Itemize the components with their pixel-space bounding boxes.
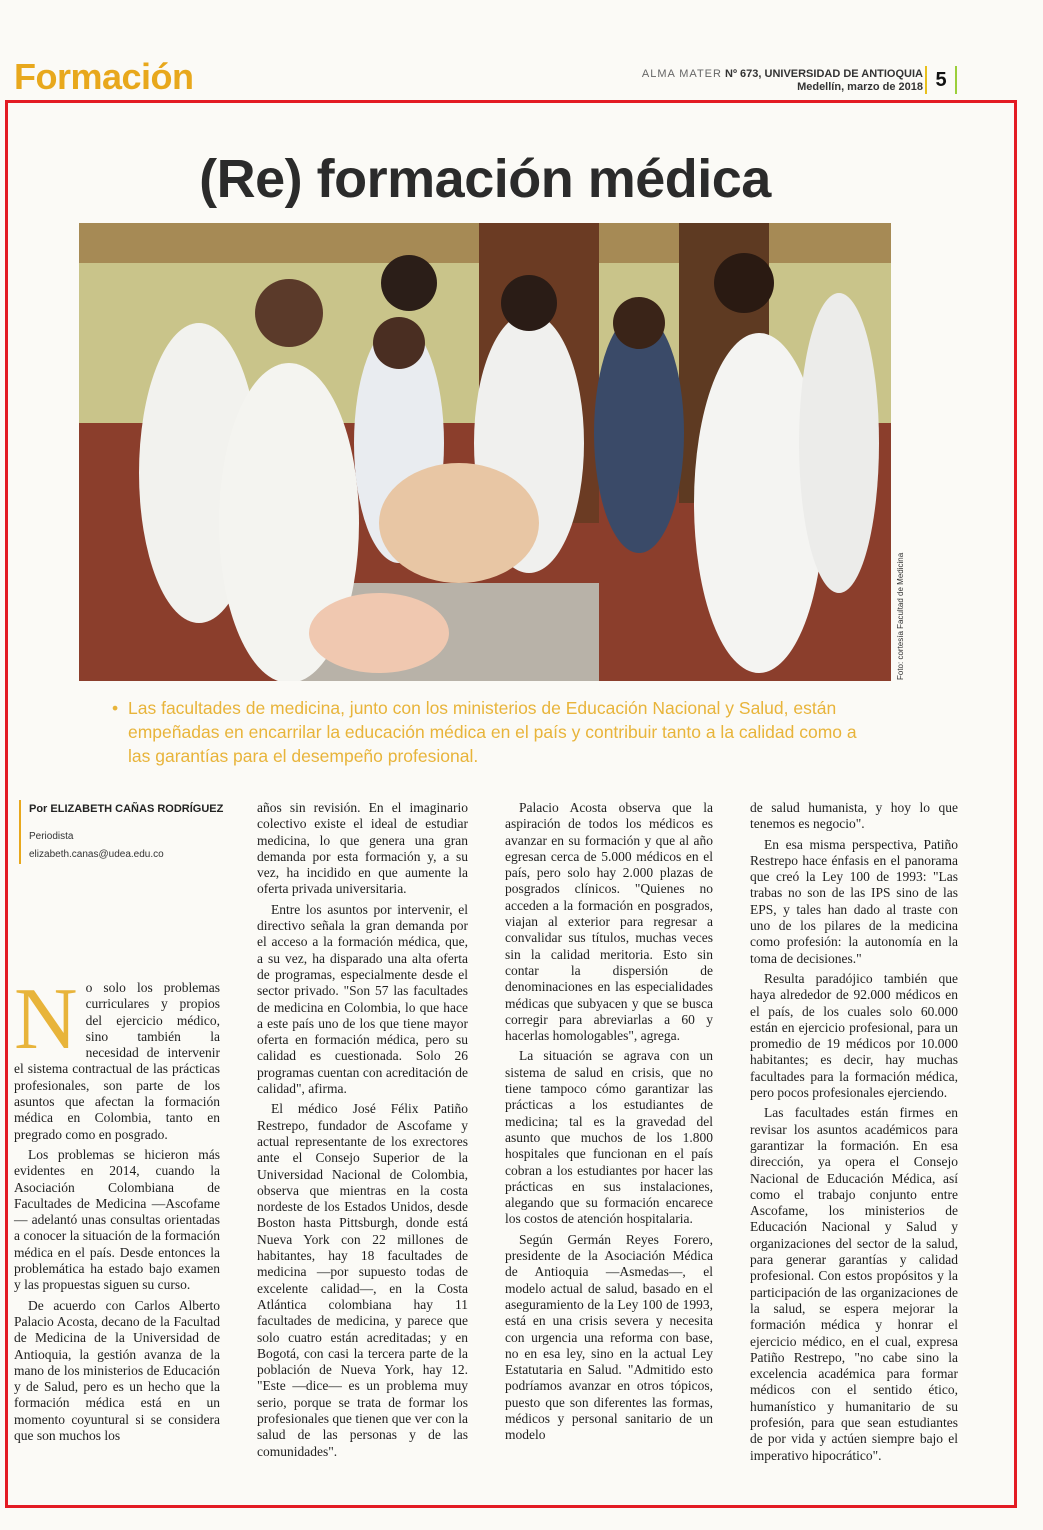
column-3 — [505, 800, 713, 1448]
column-2 — [257, 800, 468, 1464]
paragraph: Según Germán Reyes Forero, presidente de la Asociación Médica de Antioquia —Asmedas—, el modelo actual de salud, basado en el aseguramiento de la Ley 100 de 1993, está en una crisis severa y necesita con urgencia una reforma con base, no en esa ley, sino en la actual Ley Estatutaria en Salud. "Admitido esto podríamos avanzar en otros tópicos, puesto que son diferentes las formas, médicos y personal sanitario de un modelo — [505, 1231, 713, 1443]
paragraph: El médico José Félix Patiño Restrepo, fundador de Ascofame y actual representante de los exrectores ante el Consejo Superior de la Universidad Nacional de Colombia, observa que mientras en la costa nordeste de los Estados Unidos, desde Boston hasta Pittsburgh, donde está Nueva York con 22 millones de habitantes, hay 18 facultades de medicina —por supuesto todas de excelente calidad—, en la Costa Atlántica colombiana hay 11 facultades de medicina, y parece que solo cuatro están acreditadas; y en Bogotá, con casi la tercera parte de la población de Nueva York, hay 12. "Este —dice— es un problema muy serio, porque se trata de formar los profesionales que tienen que ver con la salud de las personas y de las comunidades". — [257, 1101, 468, 1459]
section-title: Formación — [14, 56, 194, 97]
byline-email[interactable]: elizabeth.canas@udea.edu.co — [29, 849, 164, 860]
headline: (Re) formación médica — [199, 149, 771, 209]
paragraph: La situación se agrava con un sistema de salud en crisis, que no tiene tampoco cómo garantizar las prácticas a los estudiantes de medicina; tal es la gravedad del asunto que muchos de los 1.800 hospitales que funcionan en el país cobran a los estudiantes por hacer las prácticas en sus instalaciones, alegando que su formación encarece los costos de atención hospitalaria. — [505, 1048, 713, 1227]
paragraph: de salud humanista, y hoy lo que tenemos es negocio". — [750, 800, 958, 832]
photo-credit: Foto: cortesía Facultad de Medicina — [896, 552, 905, 680]
page-number: 5 — [925, 66, 957, 94]
paragraph: o solo los problemas curriculares y propios del ejercicio médico, sino también la necesidad de intervenir el sistema contractual de las prácticas profesionales, son parte de los asuntos que afectan la formación médica en Colombia, tanto en pregrado como en posgrado. — [14, 980, 220, 1142]
paragraph: Los problemas se hicieron más evidentes en 2014, cuando la Asociación Colombiana de Facultades de Medicina —Ascofame— adelantó unas consultas orientadas a conocer la situación de la formación médica en el país. Desde entonces la problemática ha estado bajo examen y las propuestas siguen su curso. — [14, 1146, 220, 1293]
paragraph: Palacio Acosta observa que la aspiración de todos los médicos es avanzar en su formación y que al año egresan cerca de 5.000 médicos en el país, pero solo hay 2.000 plazas de posgrados clínicos. "Quienes no acceden a la formación en posgrados, viajan al exterior para regresar a convalidar sus títulos, muchas veces sin la calidad meritoria. Esto sin contar la dispersión de denominaciones en las especialidades médicas que subyacen y que se busca corregir para abreviarlas a 60 y hacerlas homologables", agrega. — [505, 800, 713, 1044]
paragraph: De acuerdo con Carlos Alberto Palacio Acosta, decano de la Facultad de Medicina de la Universidad de Antioquia, la gestión avanza de la mano de los ministerios de Educación y de Salud, pero es un hecho que la formación médica está en un momento coyuntural si se considera que son muchos los — [14, 1297, 220, 1444]
place-date: Medellín, marzo de 2018 — [797, 81, 923, 93]
byline-author: Por ELIZABETH CAÑAS RODRÍGUEZ — [29, 803, 224, 815]
paragraph: Entre los asuntos por intervenir, el directivo señala la gran demanda por el acceso a la formación médica, que, a su vez, ha disparado una alta oferta de programas, especialmente desde el sector privado. "Son 57 las facultades de medicina en Colombia, lo que hace a este país uno de los que tiene mayor oferta en formación médica, pero su calidad es cuestionada. Solo 26 programas cuentan con acreditación de calidad", afirma. — [257, 901, 468, 1097]
column-4 — [750, 800, 958, 1468]
lead-paragraph — [112, 696, 868, 768]
column-1 — [14, 971, 220, 1448]
byline — [19, 800, 229, 864]
bullet-icon: • — [112, 698, 119, 718]
dropcap: N — [14, 971, 78, 1068]
byline-role: Periodista — [29, 831, 74, 842]
issue-info: Nº 673, UNIVERSIDAD DE ANTIOQUIA — [725, 68, 923, 80]
article-photo — [79, 223, 891, 681]
paragraph: En esa misma perspectiva, Patiño Restrepo hace énfasis en el panorama que creó la Ley 100 de 1993: "Las trabas no son de las IPS sino de las EPS, y tales han dado al traste con uno de los pilares de la medicina como profesión: la autonomía en la toma de decisiones." — [750, 836, 958, 966]
paragraph: Las facultades están firmes en revisar los asuntos académicos para garantizar la formación. En esa dirección, ya opera el Consejo Nacional de Educación Médica, así como el trabajo conjunto entre Ascofame, los ministerios de Educación Nacional y Salud y organizaciones del sector de la salud, para generar garantías y calidad profesional. Con estos propósitos y la participación de las organizaciones de la salud, se espera mejorar la formación médica y honrar el ejercicio médico, en el cual, expresa Patiño Restrepo, "no cabe sino la excelencia académica para formar médicos con el sentido ético, humanístico y humanitario de su profesión, para que sean estudiantes de por vida y actúen siempre bajo el imperativo hipocrático". — [750, 1105, 958, 1463]
brand-name: ALMA MATER — [641, 68, 722, 80]
lead-text: Las facultades de medicina, junto con los ministerios de Educación Nacional y Salud, están empeñadas en encarrilar la educación médica en el país y contribuir tanto a la calidad como a las garantías para el desempeño profesional. — [128, 698, 857, 766]
masthead — [642, 68, 923, 94]
paragraph: Resulta paradójico también que haya alrededor de 92.000 médicos en el país, de los cuales solo 60.000 están en ejercicio profesional, para un promedio de 19 médicos por 10.000 habitantes; es decir, hay muchas facultades para la formación médica, pero pocos profesionales ejerciendo. — [750, 970, 958, 1101]
paragraph: años sin revisión. En el imaginario colectivo existe el ideal de estudiar medicina, lo que genera una gran demanda por esta formación y, a su vez, ha incidido en que aumente la oferta privada universitaria. — [257, 800, 468, 897]
